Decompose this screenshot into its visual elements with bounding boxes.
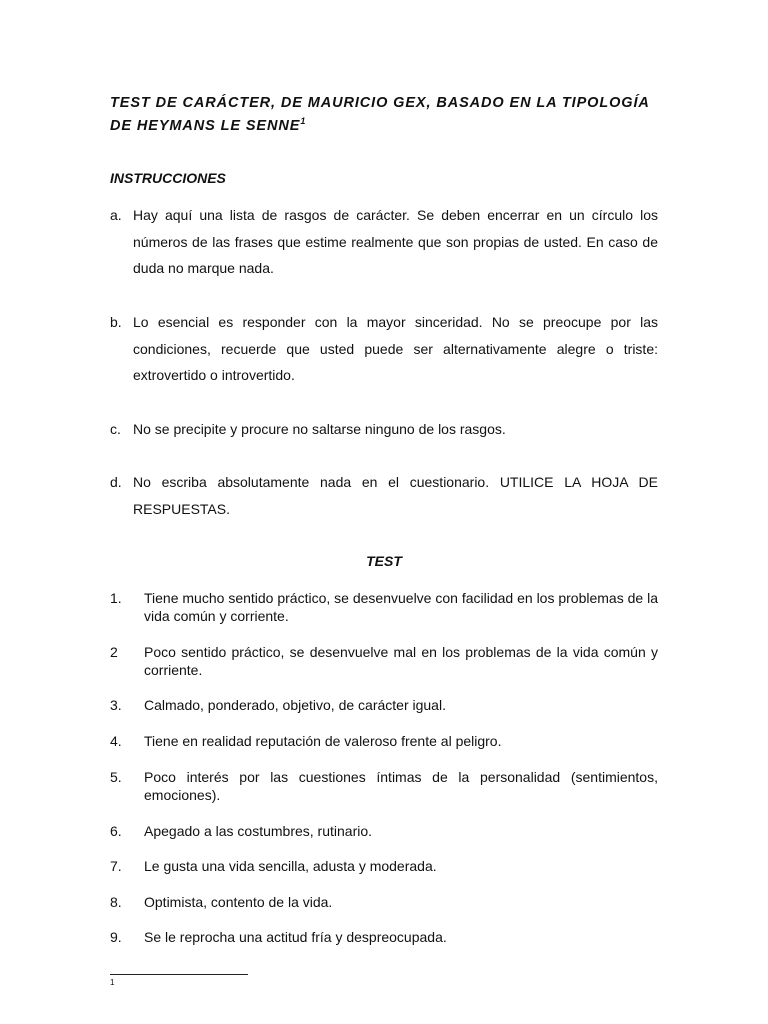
instructions-heading: INSTRUCCIONES	[110, 170, 226, 186]
test-item-1	[110, 589, 658, 625]
instruction-item-c	[110, 416, 658, 443]
instruction-item-b	[110, 309, 658, 389]
test-item-number: 4.	[110, 733, 122, 749]
test-item-text: Se le reprocha una actitud fría y despreocupada.	[144, 929, 447, 945]
test-item-text: Optimista, contento de la vida.	[144, 894, 333, 910]
instruction-text: Hay aquí una lista de rasgos de carácter. Se deben encerrar en un círculo los números de las frases que estime realmente que son propias de usted. En caso de duda no marque nada.	[133, 207, 658, 276]
instruction-marker: d.	[110, 474, 122, 490]
test-item-text: Poco sentido práctico, se desenvuelve mal en los problemas de la vida común y corriente.	[144, 644, 658, 678]
test-item-number: 1.	[110, 590, 122, 606]
title-footnote-ref: 1	[300, 116, 306, 126]
test-item-text: Poco interés por las cuestiones íntimas de la personalidad (sentimientos, emociones).	[144, 769, 658, 803]
test-item-number: 3.	[110, 697, 122, 713]
test-item-6	[110, 822, 658, 840]
test-item-5	[110, 768, 658, 804]
instruction-item-a	[110, 202, 658, 282]
document-title	[110, 92, 670, 138]
test-item-9	[110, 928, 658, 946]
instruction-text: No se precipite y procure no saltarse ninguno de los rasgos.	[133, 421, 506, 437]
test-item-number: 9.	[110, 929, 122, 945]
test-item-text: Calmado, ponderado, objetivo, de carácter igual.	[144, 697, 446, 713]
test-item-number: 7.	[110, 858, 122, 874]
test-item-text: Tiene en realidad reputación de valeroso frente al peligro.	[144, 733, 502, 749]
footnote-marker: 1	[110, 978, 115, 987]
test-item-number: 8.	[110, 894, 122, 910]
test-item-number: 2	[110, 644, 118, 660]
instruction-marker: a.	[110, 207, 122, 223]
test-heading: TEST	[366, 553, 402, 569]
instruction-item-d	[110, 469, 658, 522]
test-item-2	[110, 643, 658, 679]
test-item-7	[110, 857, 658, 875]
footnote-divider	[110, 974, 248, 975]
test-item-3	[110, 696, 658, 714]
instruction-text: No escriba absolutamente nada en el cuestionario. UTILICE LA HOJA DE RESPUESTAS.	[133, 474, 658, 517]
test-item-number: 6.	[110, 823, 122, 839]
test-item-8	[110, 893, 658, 911]
instruction-text: Lo esencial es responder con la mayor sinceridad. No se preocupe por las condiciones, recuerde que usted puede ser alternativamente alegre o triste: extrovertido o introvertido.	[133, 314, 658, 383]
test-item-text: Le gusta una vida sencilla, adusta y moderada.	[144, 858, 437, 874]
test-item-text: Tiene mucho sentido práctico, se desenvuelve con facilidad en los problemas de la vida común y corriente.	[144, 590, 658, 624]
document-title-text: TEST DE CARÁCTER, DE MAURICIO GEX, BASADO EN LA TIPOLOGÍA DE HEYMANS LE SENNE	[110, 95, 650, 134]
instruction-marker: c.	[110, 421, 121, 437]
instruction-marker: b.	[110, 314, 122, 330]
test-item-text: Apegado a las costumbres, rutinario.	[144, 823, 373, 839]
test-item-number: 5.	[110, 769, 122, 785]
test-item-4	[110, 732, 658, 750]
